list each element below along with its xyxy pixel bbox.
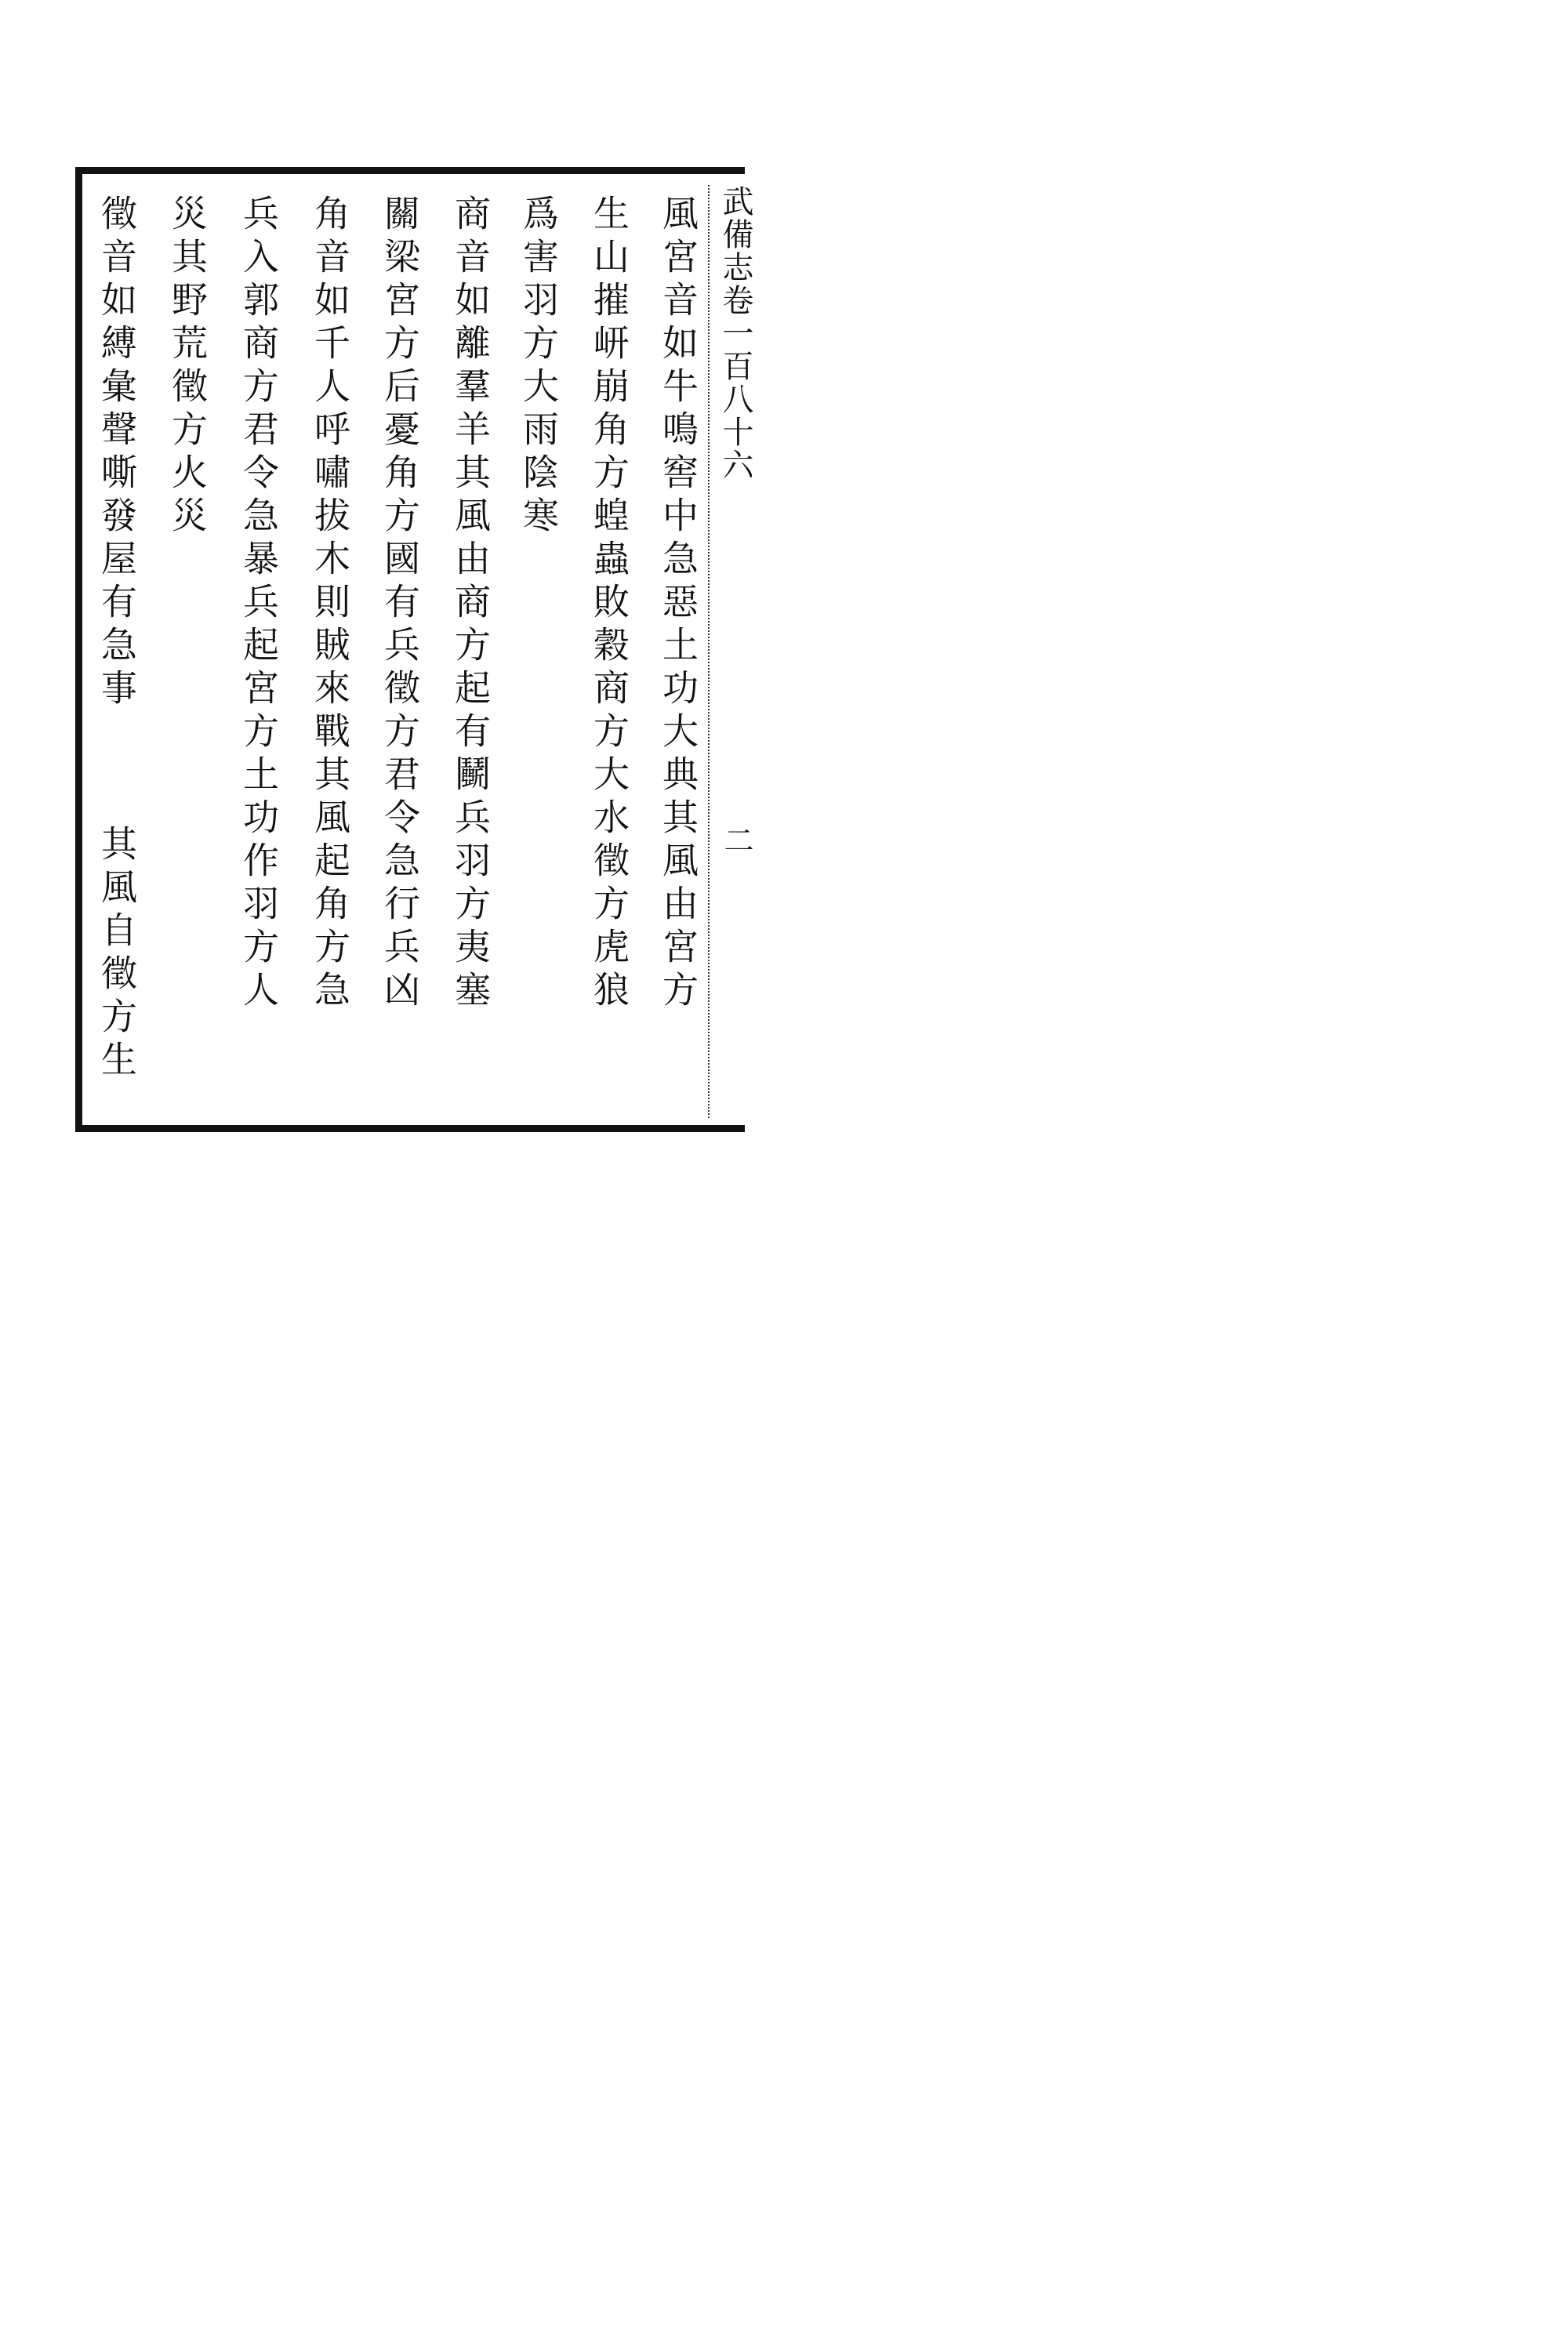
text-column: 爲害羽方大雨陰寒 (517, 194, 560, 539)
text-column: 商音如離羣羊其風由商方起有鬭兵羽方夷塞 (449, 194, 492, 1014)
text-column: 徵音如縛𢑥聲嘶發屋有急事 (96, 194, 138, 712)
text-column: 生山摧岍崩角方蝗蟲敗穀商方大水徵方虎狼 (588, 194, 630, 1014)
running-title: 武備志卷一百八十六 (717, 185, 753, 481)
text-column: 兵入郭商方君令急暴兵起宮方土功作羽方人 (238, 194, 280, 1014)
text-column-annotation: 其風自徵方生 (96, 825, 138, 1083)
leaf-number: 二 (719, 825, 753, 855)
text-column: 風宮音如牛鳴窖中急惡土功大典其風由宮方 (657, 194, 699, 1014)
text-column: 關梁宮方后憂角方國有兵徵方君令急行兵凶 (379, 194, 421, 1014)
text-column: 災其野荒徵方火災 (166, 194, 209, 539)
text-column: 角音如千人呼嘯拔木則賊來戰其風起角方急 (309, 194, 351, 1014)
margin-rule (708, 185, 710, 1118)
